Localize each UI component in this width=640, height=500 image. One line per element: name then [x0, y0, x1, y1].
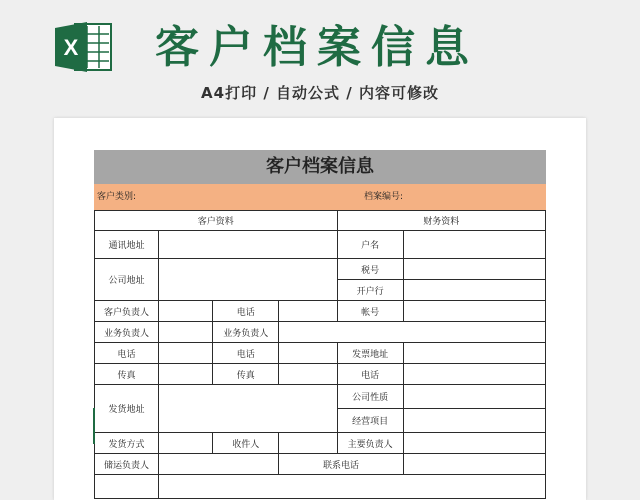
comm-address-label: 通讯地址 [95, 231, 159, 259]
invoice-address-label: 发票地址 [337, 343, 403, 364]
section-finance-header: 财务资料 [337, 211, 546, 231]
empty-cell[interactable] [159, 475, 546, 499]
business-scope-label: 经营项目 [337, 409, 403, 433]
account-name-cell[interactable] [403, 231, 545, 259]
company-nature-cell[interactable] [403, 385, 545, 409]
main-manager-cell[interactable] [403, 433, 545, 454]
comm-address-cell[interactable] [159, 231, 337, 259]
phone2-mid-cell[interactable] [279, 343, 337, 364]
storage-manager-label: 储运负责人 [95, 454, 159, 475]
excel-logo-icon [53, 20, 115, 74]
table-row [95, 231, 546, 259]
sheet-title: 客户档案信息 [94, 150, 546, 184]
sales-manager-label: 业务负责人 [95, 322, 159, 343]
table-row [95, 433, 546, 454]
svg-text:X: X [63, 35, 79, 60]
tax-no-cell[interactable] [403, 259, 545, 280]
account-no-label: 帐号 [337, 301, 403, 322]
receiver-cell[interactable] [279, 433, 337, 454]
company-address-cell[interactable] [159, 259, 337, 301]
table-row [95, 385, 546, 409]
shipping-address-cell[interactable] [159, 385, 337, 433]
shipping-method-label: 发货方式 [95, 433, 159, 454]
receiver-label: 收件人 [213, 433, 279, 454]
customer-manager-label: 客户负责人 [95, 301, 159, 322]
phone2-cell[interactable] [159, 343, 213, 364]
bank-cell[interactable] [403, 280, 545, 301]
table-row [95, 343, 546, 364]
shipping-address-label: 发货地址 [95, 385, 159, 433]
shipping-method-cell[interactable] [159, 433, 213, 454]
file-no-label: 档案编号: [364, 192, 404, 202]
company-nature-label: 公司性质 [337, 385, 403, 409]
bank-label: 开户行 [337, 280, 403, 301]
page-title: 客户档案信息 [155, 22, 479, 73]
fax-cell[interactable] [159, 364, 213, 385]
table-row [95, 364, 546, 385]
paper-sheet [54, 118, 586, 500]
table-row [95, 322, 546, 343]
phone3-label: 电话 [337, 364, 403, 385]
table-row [95, 259, 546, 280]
storage-manager-cell[interactable] [159, 454, 279, 475]
banner [0, 0, 640, 118]
phone-label: 电话 [213, 301, 279, 322]
sales-manager-label-2: 业务负责人 [213, 322, 279, 343]
sheet-edge-marker [93, 408, 95, 444]
contact-phone-cell[interactable] [403, 454, 545, 475]
phone3-cell[interactable] [403, 364, 545, 385]
sales-manager-cell[interactable] [159, 322, 213, 343]
table-row [95, 301, 546, 322]
company-address-label: 公司地址 [95, 259, 159, 301]
sales-manager-cell-2[interactable] [279, 322, 546, 343]
table-row [95, 454, 546, 475]
info-table [94, 210, 546, 499]
account-no-cell[interactable] [403, 301, 545, 322]
business-scope-cell[interactable] [403, 409, 545, 433]
section-customer-header: 客户资料 [95, 211, 338, 231]
meta-row [94, 184, 546, 210]
table-row [95, 211, 546, 231]
empty-cell[interactable] [95, 475, 159, 499]
account-name-label: 户名 [337, 231, 403, 259]
fax-mid-label: 传真 [213, 364, 279, 385]
customer-type-label: 客户类别: [97, 192, 137, 202]
fax-mid-cell[interactable] [279, 364, 337, 385]
phone-cell[interactable] [279, 301, 337, 322]
customer-manager-cell[interactable] [159, 301, 213, 322]
tax-no-label: 税号 [337, 259, 403, 280]
fax-label: 传真 [95, 364, 159, 385]
phone2-label: 电话 [95, 343, 159, 364]
page-subtitle: A4打印 / 自动公式 / 内容可修改 [201, 84, 439, 102]
contact-phone-label: 联系电话 [279, 454, 403, 475]
main-manager-label: 主要负责人 [337, 433, 403, 454]
table-row [95, 475, 546, 499]
invoice-address-cell[interactable] [403, 343, 545, 364]
phone2-mid-label: 电话 [213, 343, 279, 364]
spreadsheet [94, 150, 546, 499]
